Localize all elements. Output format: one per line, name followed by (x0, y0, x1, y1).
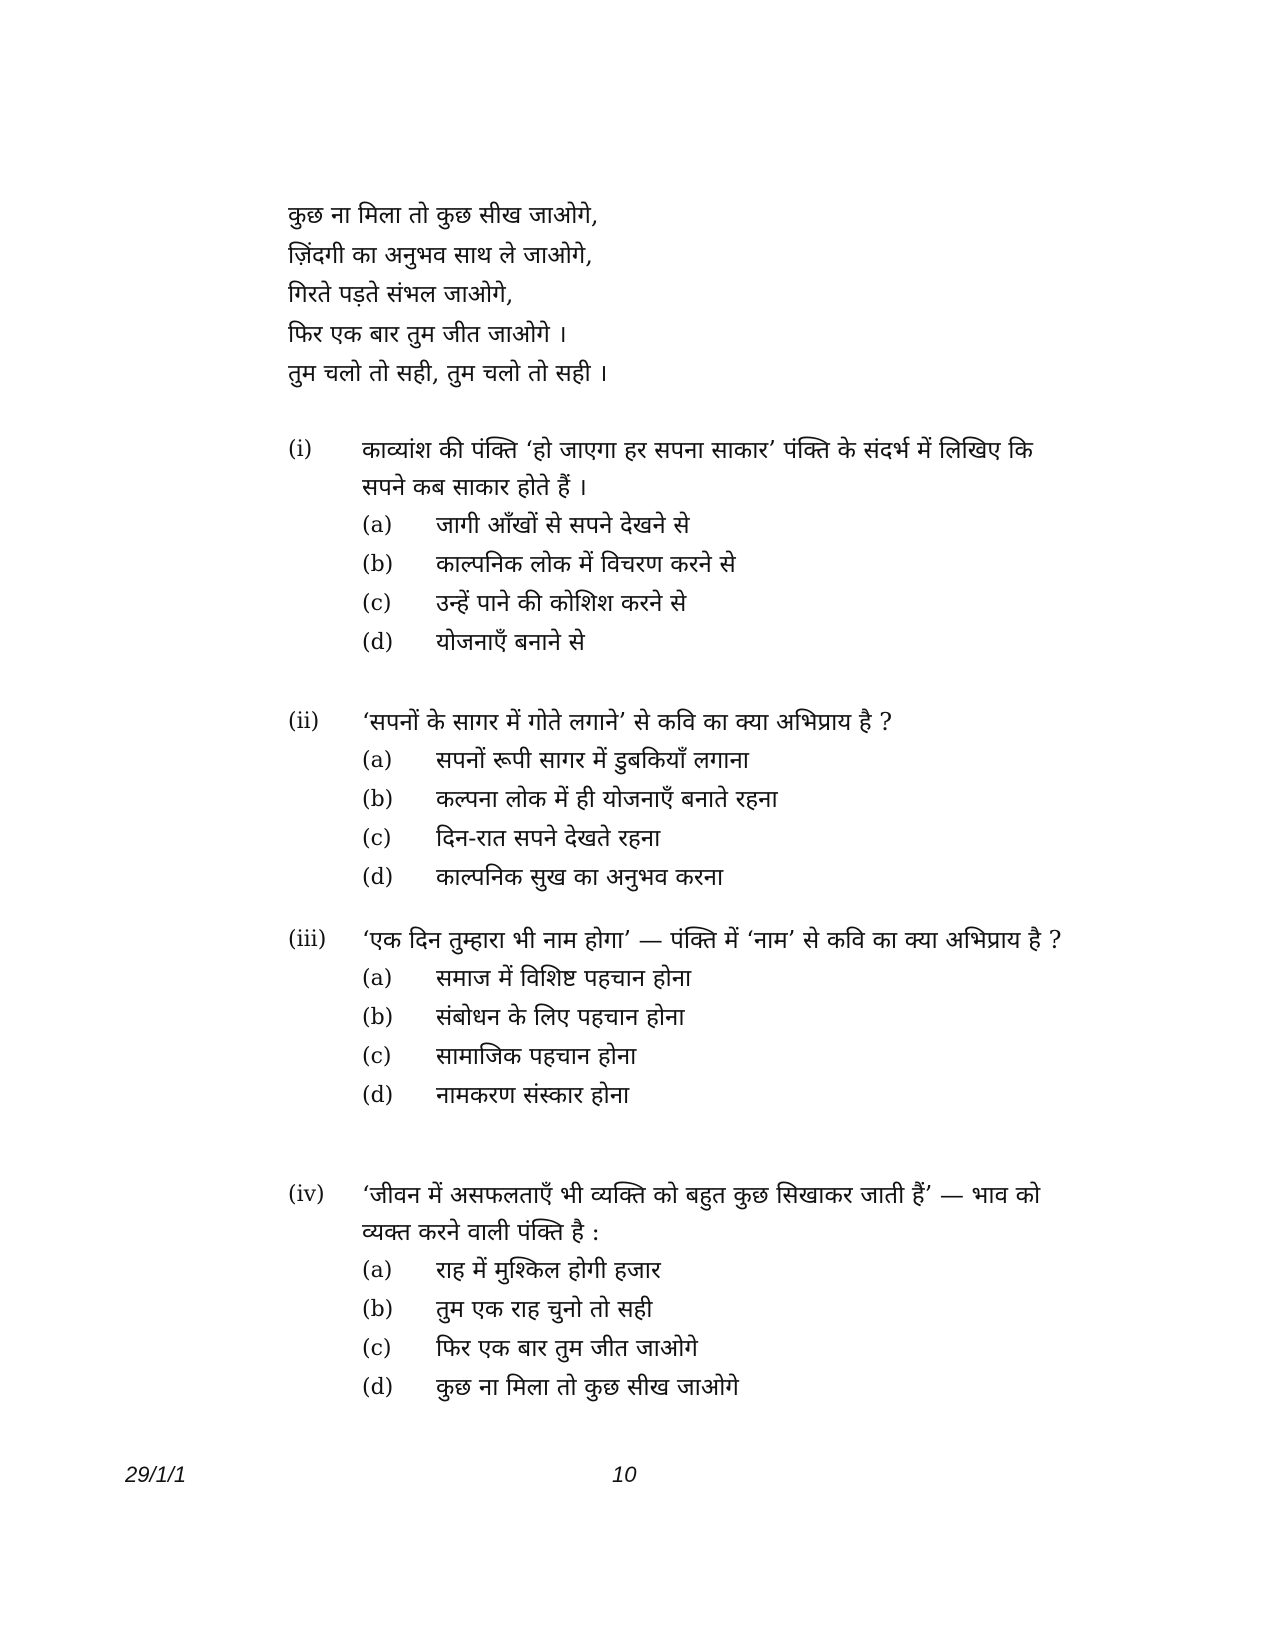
poem-line: तुम चलो तो सही, तुम चलो तो सही । (288, 359, 608, 387)
option-b (288, 780, 1078, 819)
option-d (288, 1076, 1078, 1115)
option-text: काल्पनिक लोक में विचरण करने से (436, 550, 736, 578)
option-d (288, 1368, 1078, 1407)
option-d (288, 623, 1078, 662)
option-c (288, 1329, 1078, 1368)
option-c (288, 1037, 1078, 1076)
option-text: तुम एक राह चुनो तो सही (436, 1295, 653, 1323)
option-letter: (a) (362, 513, 393, 538)
question-text: ‘एक दिन तुम्हारा भी नाम होगा’ — पंक्ति में ‘नाम’ से कवि का क्या अभिप्राय है ? (362, 926, 1062, 954)
option-letter: (d) (362, 630, 394, 655)
option-letter: (d) (362, 1083, 394, 1108)
option-letter: (d) (362, 865, 394, 890)
question-text: ‘जीवन में असफलताएँ भी व्यक्ति को बहुत कुछ सिखाकर जाती हैं’ — भाव को व्यक्त करने वाली पंक्ति है : (362, 1181, 1041, 1246)
option-text: दिन-रात सपने देखते रहना (436, 824, 661, 852)
option-letter: (b) (362, 787, 394, 812)
poem-excerpt (288, 196, 1088, 394)
option-text: राह में मुश्किल होगी हजार (436, 1256, 661, 1284)
question-text: काव्यांश की पंक्ति ‘हो जाएगा हर सपना साकार’ पंक्ति के संदर्भ में लिखिए कि सपने कब साकार होते हैं । (362, 436, 1033, 501)
option-letter: (c) (362, 1336, 392, 1361)
option-letter: (a) (362, 1258, 393, 1283)
question-4 (288, 1177, 1078, 1407)
option-letter: (c) (362, 826, 392, 851)
option-letter: (a) (362, 966, 393, 991)
option-a (288, 506, 1078, 545)
option-c (288, 819, 1078, 858)
option-a (288, 741, 1078, 780)
option-text: नामकरण संस्कार होना (436, 1081, 630, 1109)
option-text: फिर एक बार तुम जीत जाओगे (436, 1334, 698, 1362)
option-letter: (c) (362, 591, 392, 616)
option-text: काल्पनिक सुख का अनुभव करना (436, 863, 724, 891)
option-letter: (d) (362, 1375, 394, 1400)
question-number: (ii) (288, 709, 320, 734)
paper-code: 29/1/1 (125, 1462, 187, 1487)
question-number: (iii) (288, 927, 327, 952)
option-letter: (a) (362, 748, 393, 773)
option-a (288, 959, 1078, 998)
option-letter: (b) (362, 1005, 394, 1030)
option-b (288, 998, 1078, 1037)
option-letter: (b) (362, 552, 394, 577)
option-b (288, 545, 1078, 584)
option-text: समाज में विशिष्ट पहचान होना (436, 964, 692, 992)
poem-line: गिरते पड़ते संभल जाओगे, (288, 280, 514, 308)
option-text: जागी आँखों से सपने देखने से (436, 511, 690, 539)
option-text: कल्पना लोक में ही योजनाएँ बनाते रहना (436, 785, 778, 813)
option-text: सामाजिक पहचान होना (436, 1042, 637, 1070)
poem-line: कुछ ना मिला तो कुछ सीख जाओगे, (288, 201, 599, 229)
question-number: (iv) (288, 1182, 325, 1207)
question-1 (288, 432, 1078, 662)
option-text: उन्हें पाने की कोशिश करने से (436, 589, 687, 617)
option-letter: (c) (362, 1044, 392, 1069)
option-text: संबोधन के लिए पहचान होना (436, 1003, 685, 1031)
option-d (288, 858, 1078, 897)
page-number: 10 (612, 1462, 637, 1487)
option-c (288, 584, 1078, 623)
question-3 (288, 922, 1078, 1115)
option-b (288, 1290, 1078, 1329)
poem-line: ज़िंदगी का अनुभव साथ ले जाओगे, (288, 240, 593, 269)
poem-line: फिर एक बार तुम जीत जाओगे । (288, 319, 567, 348)
option-a (288, 1251, 1078, 1290)
option-letter: (b) (362, 1297, 394, 1322)
option-text: कुछ ना मिला तो कुछ सीख जाओगे (436, 1373, 739, 1401)
question-text: ‘सपनों के सागर में गोते लगाने’ से कवि का क्या अभिप्राय है ? (362, 708, 893, 736)
question-2 (288, 704, 1078, 897)
option-text: योजनाएँ बनाने से (436, 628, 585, 656)
question-number: (i) (288, 437, 313, 462)
option-text: सपनों रूपी सागर में डुबकियाँ लगाना (436, 746, 750, 774)
